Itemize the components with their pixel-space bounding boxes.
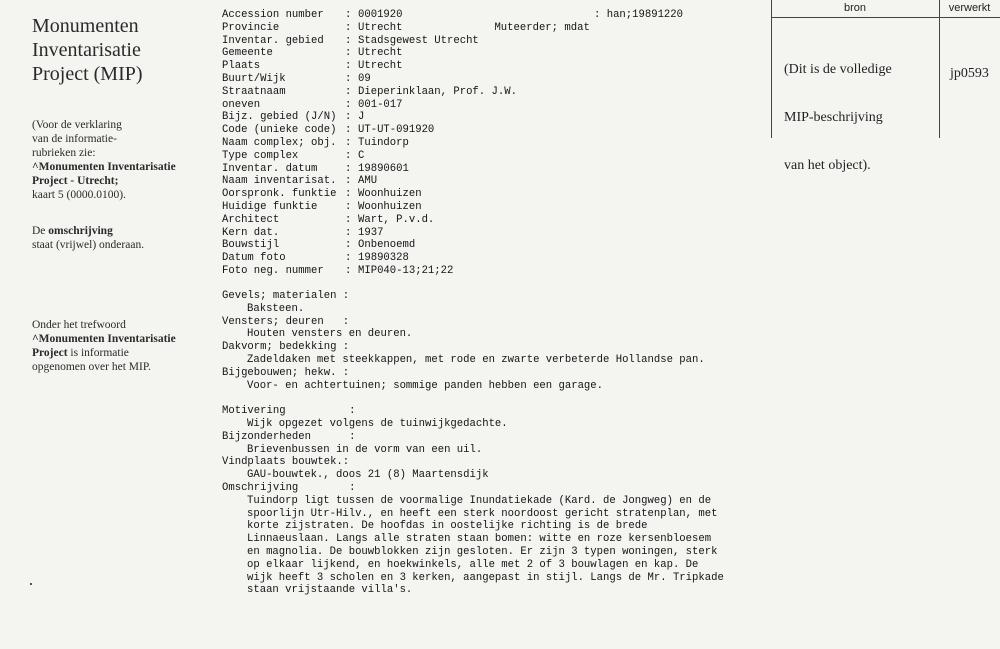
section-text: Wijk opgezet volgens de tuinwijkgedachte. <box>247 417 508 430</box>
bron-table <box>771 0 1000 173</box>
bron-line: (Dit is de volledige <box>784 62 892 77</box>
material-sections <box>222 290 767 392</box>
field-label: Buurt/Wijk <box>222 72 286 85</box>
field-value: Utrecht <box>358 47 403 60</box>
omschrijving-line: Tuindorp ligt tussen de voormalige Inundatiekade (Kard. de Jongweg) en de <box>247 494 712 507</box>
title-line-3: Project (MIP) <box>32 63 143 85</box>
keyword-note <box>32 318 212 374</box>
record-field <box>222 47 767 60</box>
field-label: Type complex <box>222 149 299 162</box>
omschrijving-line: en magnolia. De bouwblokken zijn gesloten. Er zijn 3 typen woningen, sterk <box>247 545 718 558</box>
field-value: 1937 <box>358 226 384 239</box>
mip-title <box>32 14 143 86</box>
speck-mark <box>30 583 32 585</box>
field-label: Kern dat. <box>222 226 280 239</box>
section-label: Vensters; deuren : <box>222 315 350 328</box>
field-value: Wart, P.v.d. <box>358 213 435 226</box>
field-label: Architect <box>222 213 280 226</box>
field-label: Accession number <box>222 9 324 21</box>
keyword-suffix: is informatie <box>67 347 129 359</box>
record-field <box>222 265 767 278</box>
field-separator: : <box>345 60 352 73</box>
field-separator: : <box>345 34 352 47</box>
record-field <box>222 227 767 240</box>
section-label: Vindplaats bouwtek.: <box>222 456 350 469</box>
field-value: Stadsgewest Utrecht <box>358 34 479 47</box>
field-value: MIP040-13;21;22 <box>358 264 454 277</box>
field-label: Huidige funktie <box>222 200 318 213</box>
field-label: Provincie <box>222 21 280 34</box>
motivation-sections <box>222 405 767 482</box>
bron-line: MIP-beschrijving <box>784 110 883 125</box>
field-separator: : <box>345 239 352 252</box>
record-field <box>222 201 767 214</box>
field-label: Code (unieke code) <box>222 124 337 137</box>
field-separator: : <box>345 47 352 60</box>
bron-line: van het object). <box>784 158 871 173</box>
bron-text <box>784 30 892 206</box>
section-label: Motivering : <box>222 405 356 418</box>
record-field <box>222 111 767 124</box>
explain-keyword: Project - Utrecht; <box>32 175 119 187</box>
field-value: UT-UT-091920 <box>358 124 435 137</box>
desc-prefix: De <box>32 225 49 237</box>
desc-suffix: staat (vrijwel) onderaan. <box>32 239 145 251</box>
record-field <box>222 137 767 150</box>
explain-line: (Voor de verklaring <box>32 119 122 131</box>
field-label: Oorspronk. funktie <box>222 188 337 201</box>
record-field <box>222 99 767 112</box>
record-field <box>222 188 767 201</box>
field-value: C <box>358 149 365 162</box>
field-label: Naam complex; obj. <box>222 136 337 149</box>
record-field <box>222 73 767 86</box>
record-field <box>222 239 767 252</box>
explanation-note <box>32 118 207 202</box>
omschrijving-line: op elkaar lijkend, en hoekwinkels, alle met 2 of 3 bouwlagen en kap. De <box>247 558 699 571</box>
record-field <box>222 124 767 137</box>
field-separator: : <box>345 188 352 201</box>
omschrijving-line: spoorlijn Utr-Hilv., en heeft een sterk noordoost gericht stratenplan, met <box>247 507 718 520</box>
record-field <box>222 175 767 188</box>
record-field <box>222 150 767 163</box>
field-value: Woonhuizen <box>358 200 422 213</box>
field-separator: : <box>345 136 352 149</box>
omschrijving-label: Omschrijving : <box>222 481 356 494</box>
omschrijving-line: Linnaeuslaan. Langs alle straten staan bomen: witte en roze kersenbloesem <box>247 533 712 546</box>
explain-line: van de informatie- <box>32 133 117 145</box>
explain-line: rubrieken zie: <box>32 147 96 159</box>
section-label: Bijzonderheden : <box>222 430 356 443</box>
record-field <box>222 60 767 73</box>
field-list <box>222 9 767 278</box>
field-label: Foto neg. nummer <box>222 264 324 277</box>
field-separator: : <box>345 111 352 124</box>
bron-header: bron <box>771 0 939 18</box>
section-text: GAU-bouwtek., doos 21 (8) Maartensdijk <box>247 469 489 482</box>
section-text: Voor- en achtertuinen; sommige panden hebben een garage. <box>247 379 604 392</box>
field-value: Tuindorp <box>358 136 409 149</box>
record-field <box>222 163 767 176</box>
keyword-suffix: opgenomen over het MIP. <box>32 361 151 373</box>
omschrijving-text <box>222 495 767 597</box>
field-label: Datum foto <box>222 252 286 265</box>
section-text: Houten vensters en deuren. <box>247 328 413 341</box>
title-line-2: Inventarisatie <box>32 39 141 61</box>
field-label: oneven <box>222 98 261 111</box>
desc-keyword: omschrijving <box>48 225 113 237</box>
field-separator: : <box>345 98 352 111</box>
section-label: Bijgebouwen; hekw. : <box>222 366 350 379</box>
omschrijving-line: wijk heeft 3 scholen en 3 kerken, aangepast in stijl. Langs de Mr. Tripkade <box>247 571 724 584</box>
field-label: Straatnaam <box>222 85 286 98</box>
record-field <box>222 252 767 265</box>
title-line-1: Monumenten <box>32 15 139 37</box>
field-separator: : <box>345 226 352 239</box>
field-separator: : <box>345 264 352 277</box>
field-separator: : <box>345 85 352 98</box>
field-label: Plaats <box>222 60 261 73</box>
omschrijving-line: staan vrijstaande villa's. <box>247 584 413 597</box>
field-separator: : <box>345 213 352 226</box>
field-label: Bouwstijl <box>222 239 280 252</box>
mutator-value: han;19891220 <box>606 9 684 21</box>
field-separator: : <box>345 149 352 162</box>
explain-card-ref: kaart 5 (0000.0100). <box>32 189 126 201</box>
field-separator: : <box>345 9 352 21</box>
record-fields <box>222 9 767 278</box>
verwerkt-header: verwerkt <box>939 0 1000 18</box>
verwerkt-value: jp0593 <box>950 66 989 81</box>
bron-col-border <box>771 0 772 138</box>
field-value: Utrecht <box>358 60 403 73</box>
keyword-prefix: Onder het trefwoord <box>32 319 126 331</box>
mutator-sep: : <box>594 9 601 21</box>
field-value: Dieperinklaan, Prof. J.W. <box>358 85 517 98</box>
field-value: 0001920 <box>358 9 403 21</box>
description-note <box>32 224 144 252</box>
field-value: Woonhuizen <box>358 188 422 201</box>
section-label: Dakvorm; bedekking : <box>222 341 350 354</box>
field-separator: : <box>345 200 352 213</box>
keyword-bold: Project <box>32 347 68 359</box>
record-field <box>222 214 767 227</box>
keyword-bold: ^Monumenten Inventarisatie <box>32 333 176 345</box>
field-label: Naam inventarisat. <box>222 175 337 188</box>
verwerkt-col-border <box>939 0 940 138</box>
field-label: Inventar. gebied <box>222 34 324 47</box>
field-value: 19890601 <box>358 162 409 175</box>
field-value: 001-017 <box>358 98 403 111</box>
section-text: Zadeldaken met steekkappen, met rode en zwarte verbeterde Hollandse pan. <box>247 353 705 366</box>
mutator-label: Muteerder; mdat <box>494 21 590 34</box>
field-value: J <box>358 111 365 124</box>
field-label: Gemeente <box>222 47 273 60</box>
field-separator: : <box>345 162 352 175</box>
field-separator: : <box>345 175 352 188</box>
field-value: 09 <box>358 72 371 85</box>
explain-keyword: ^Monumenten Inventarisatie <box>32 161 176 173</box>
mutator-field <box>469 9 684 47</box>
field-value: 19890328 <box>358 252 409 265</box>
record-field <box>222 86 767 99</box>
field-value: Utrecht <box>358 21 403 34</box>
field-separator: : <box>345 252 352 265</box>
section-label: Gevels; materialen : <box>222 290 350 302</box>
field-separator: : <box>345 124 352 137</box>
field-label: Inventar. datum <box>222 162 318 175</box>
field-separator: : <box>345 72 352 85</box>
field-separator: : <box>345 21 352 34</box>
field-value: AMU <box>358 175 378 188</box>
omschrijving-line: korte zijstraten. De hoofdas in oostelijke richting is de brede <box>247 520 648 533</box>
field-label: Bijz. gebied (J/N) <box>222 111 337 124</box>
section-text: Brievenbussen in de vorm van een uil. <box>247 443 483 456</box>
record-sections <box>222 290 767 597</box>
section-text: Baksteen. <box>247 302 305 315</box>
field-value: Onbenoemd <box>358 239 416 252</box>
